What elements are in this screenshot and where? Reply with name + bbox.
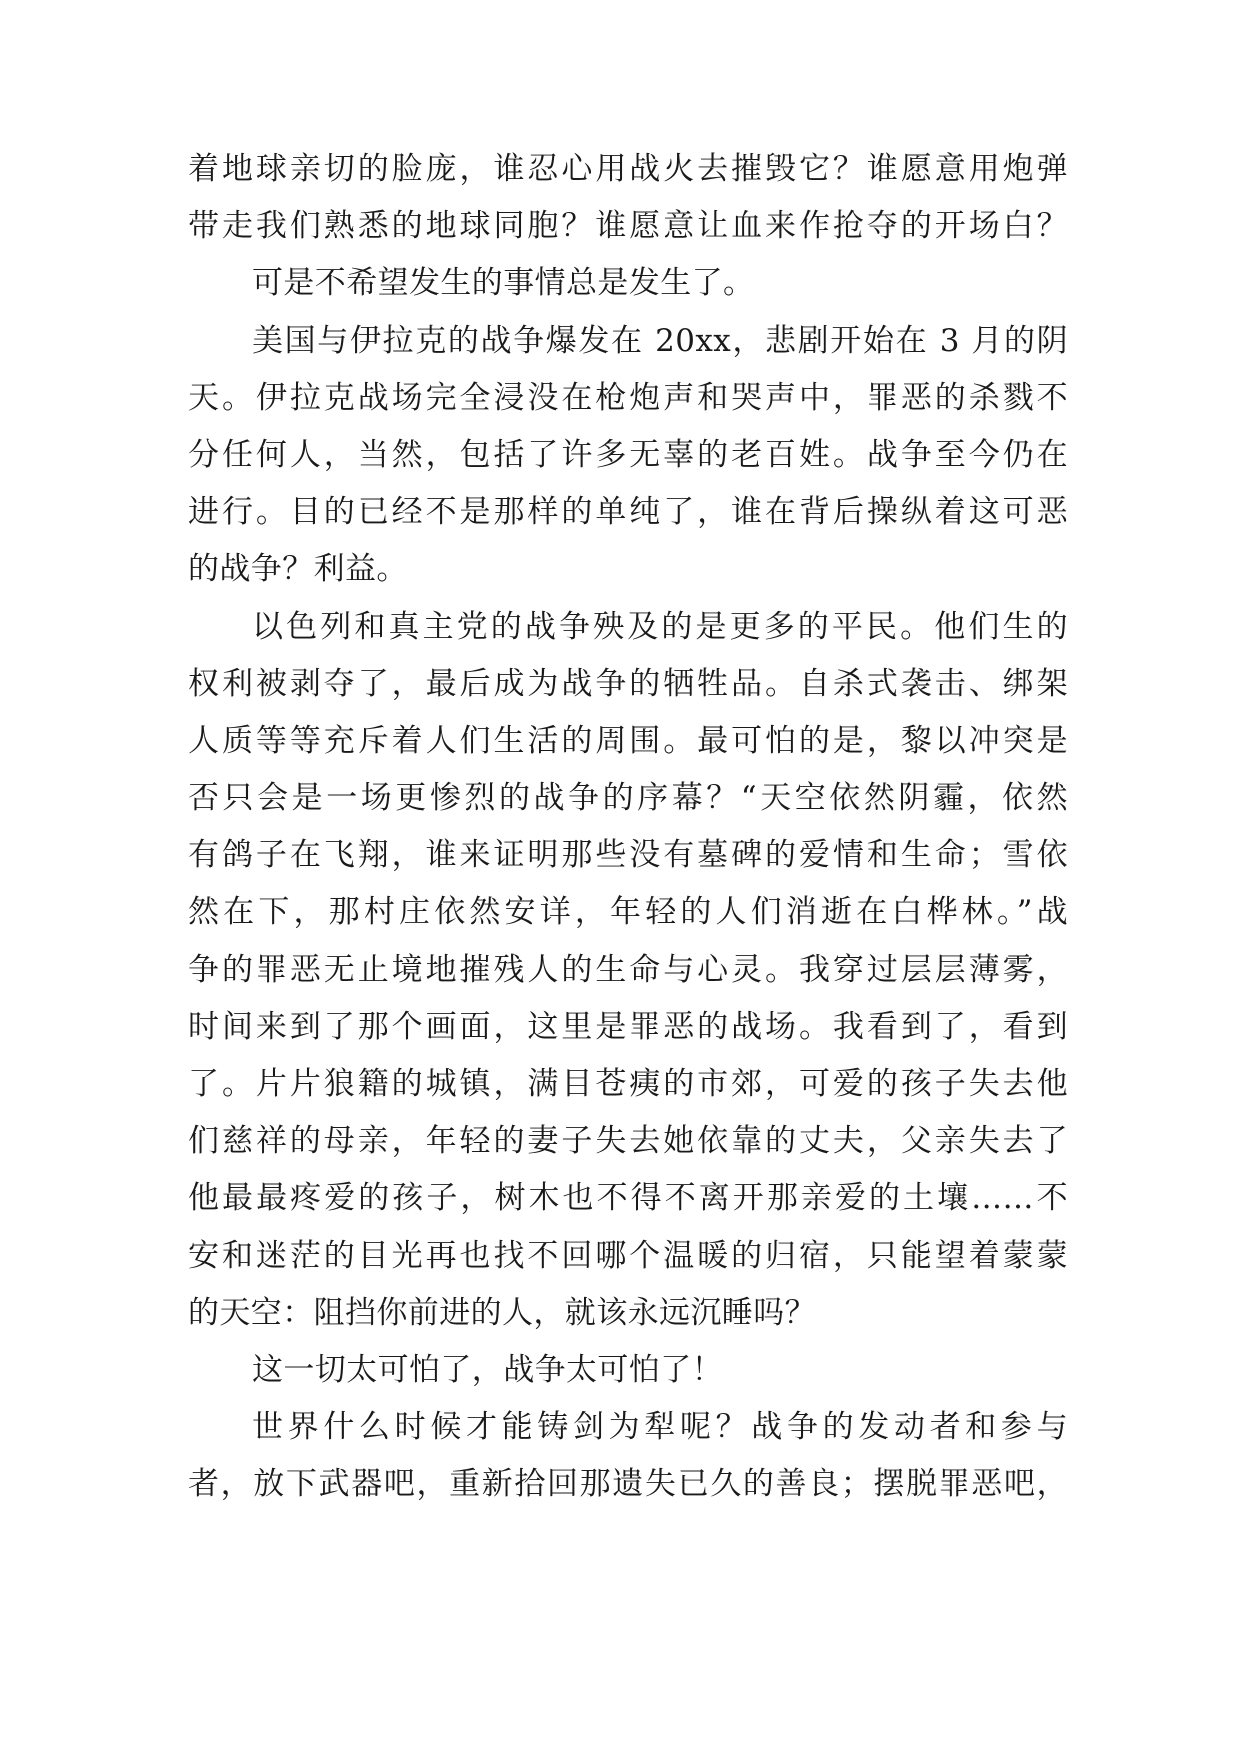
text-line: 天。伊拉克战场完全浸没在枪炮声和哭声中，罪恶的杀戮不 <box>188 379 1068 416</box>
text-line: 人质等等充斥着人们生活的周围。最可怕的是，黎以冲突是 <box>188 722 1068 759</box>
text-line: 带走我们熟悉的地球同胞？谁愿意让血来作抢夺的开场白？ <box>188 208 1068 245</box>
text-line: 安和迷茫的目光再也找不回哪个温暖的归宿，只能望着蒙蒙 <box>188 1237 1068 1274</box>
text-line: 者，放下武器吧，重新拾回那遗失已久的善良；摆脱罪恶吧， <box>188 1466 1068 1503</box>
text-line: 他最最疼爱的孩子，树木也不得不离开那亲爱的土壤……不 <box>188 1180 1068 1217</box>
text-line: 这一切太可怕了，战争太可怕了！ <box>252 1351 723 1388</box>
text-line: 然在下，那村庄依然安详，年轻的人们消逝在白桦林。”战 <box>188 894 1068 931</box>
text-line: 可是不希望发生的事情总是发生了。 <box>252 265 755 302</box>
body-text <box>188 141 1068 1514</box>
text-line: 以色列和真主党的战争殃及的是更多的平民。他们生的 <box>252 608 1068 645</box>
text-line: 权利被剥夺了，最后成为战争的牺牲品。自杀式袭击、绑架 <box>188 665 1068 702</box>
text-line: 着地球亲切的脸庞，谁忍心用战火去摧毁它？谁愿意用炮弹 <box>188 151 1068 187</box>
text-line: 否只会是一场更惨烈的战争的序幕？“天空依然阴霾，依然 <box>188 780 1068 817</box>
text-line: 的天空：阻挡你前进的人，就该永远沉睡吗？ <box>188 1294 816 1331</box>
text-line: 世界什么时候才能铸剑为犁呢？战争的发动者和参与 <box>252 1409 1068 1446</box>
text-line: 争的罪恶无止境地摧残人的生命与心灵。我穿过层层薄雾， <box>188 951 1068 988</box>
text-line: 们慈祥的母亲，年轻的妻子失去她依靠的丈夫，父亲失去了 <box>188 1123 1068 1160</box>
text-line: 进行。目的已经不是那样的单纯了，谁在背后操纵着这可恶 <box>188 494 1068 531</box>
text-line: 的战争？利益。 <box>188 551 408 588</box>
text-line: 时间来到了那个画面，这里是罪恶的战场。我看到了，看到 <box>188 1008 1068 1045</box>
text-line: 有鸽子在飞翔，谁来证明那些没有墓碑的爱情和生命；雪依 <box>188 837 1068 874</box>
text-line: 美国与伊拉克的战争爆发在 20xx，悲剧开始在 3 月的阴 <box>252 322 1068 359</box>
text-line: 分任何人，当然，包括了许多无辜的老百姓。战争至今仍在 <box>188 436 1068 473</box>
text-line: 了。片片狼籍的城镇，满目苍痍的市郊，可爱的孩子失去他 <box>188 1066 1068 1102</box>
